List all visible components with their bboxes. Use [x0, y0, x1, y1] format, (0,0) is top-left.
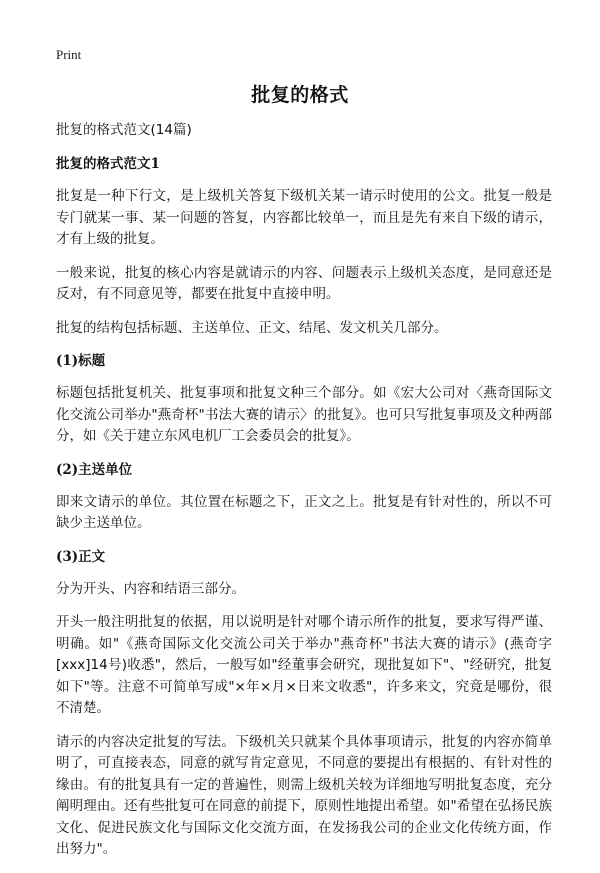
content-blocks — [56, 186, 552, 861]
page-title: 批复的格式 — [251, 84, 349, 106]
paragraph: 分为开头、内容和结语三部分。 — [56, 580, 245, 597]
paragraph: 请示的内容决定批复的写法。下级机关只就某个具体事项请示，批复的内容亦简单明了，可直接表态，同意的就写肯定意见，不同意的要提出有根据的、有针对性的缘由。有的批复具有一定的普遍性，则需上级机关较为详细地写明批复态度，充分阐明理由。还有些批复可在同意的前提下，原则性地提出希望。如"希望在弘扬民族文化、促进民族文化与国际文化交流方面，在发扬我公司的企业文化传统方面，作出努力"。 — [56, 733, 552, 857]
paragraph: 一般来说，批复的核心内容是就请示的内容、问题表示上级机关态度，是同意还是反对，有不同意见等，都要在批复中直接申明。 — [56, 264, 552, 302]
subsection-heading: (3)正文 — [56, 548, 106, 565]
print-link[interactable]: Print — [56, 47, 82, 62]
section-title: 批复的格式范文1 — [56, 156, 160, 172]
document-subtitle: 批复的格式范文(14篇) — [56, 122, 192, 138]
paragraph: 即来文请示的单位。其位置在标题之下，正文之上。批复是有针对性的，所以不可缺少主送单位。 — [56, 493, 552, 531]
paragraph: 标题包括批复机关、批复事项和批复文种三个部分。如《宏大公司对〈燕奇国际文化交流公司举办"燕奇杯"书法大赛的请示〉的批复》。也可只写批复事项及文种两部分，如《关于建立东风电机厂工会委员会的批复》。 — [56, 385, 552, 444]
paragraph: 批复的结构包括标题、主送单位、正文、结尾、发文机关几部分。 — [56, 319, 448, 336]
subsection-heading: (1)标题 — [56, 353, 106, 369]
subsection-heading: (2)主送单位 — [56, 461, 133, 478]
paragraph: 开头一般注明批复的依据，用以说明是针对哪个请示所作的批复，要求写得严谨、明确。如"《燕奇国际文化交流公司关于举办"燕奇杯"书法大赛的请示》(燕奇字[xxx]14号)收悉"，然后，一般写如"经董事会研究，现批复如下"、"经研究，批复如下"等。注意不可简单写成"×年×月×日来文收悉"，许多来文，究竟是哪份，很不清楚。 — [56, 614, 552, 716]
paragraph: 批复是一种下行文，是上级机关答复下级机关某一请示时使用的公文。批复一般是专门就某一事、某一问题的答复，内容都比较单一，而且是先有来自下级的请示，才有上级的批复。 — [56, 188, 552, 247]
document-body — [56, 120, 552, 873]
